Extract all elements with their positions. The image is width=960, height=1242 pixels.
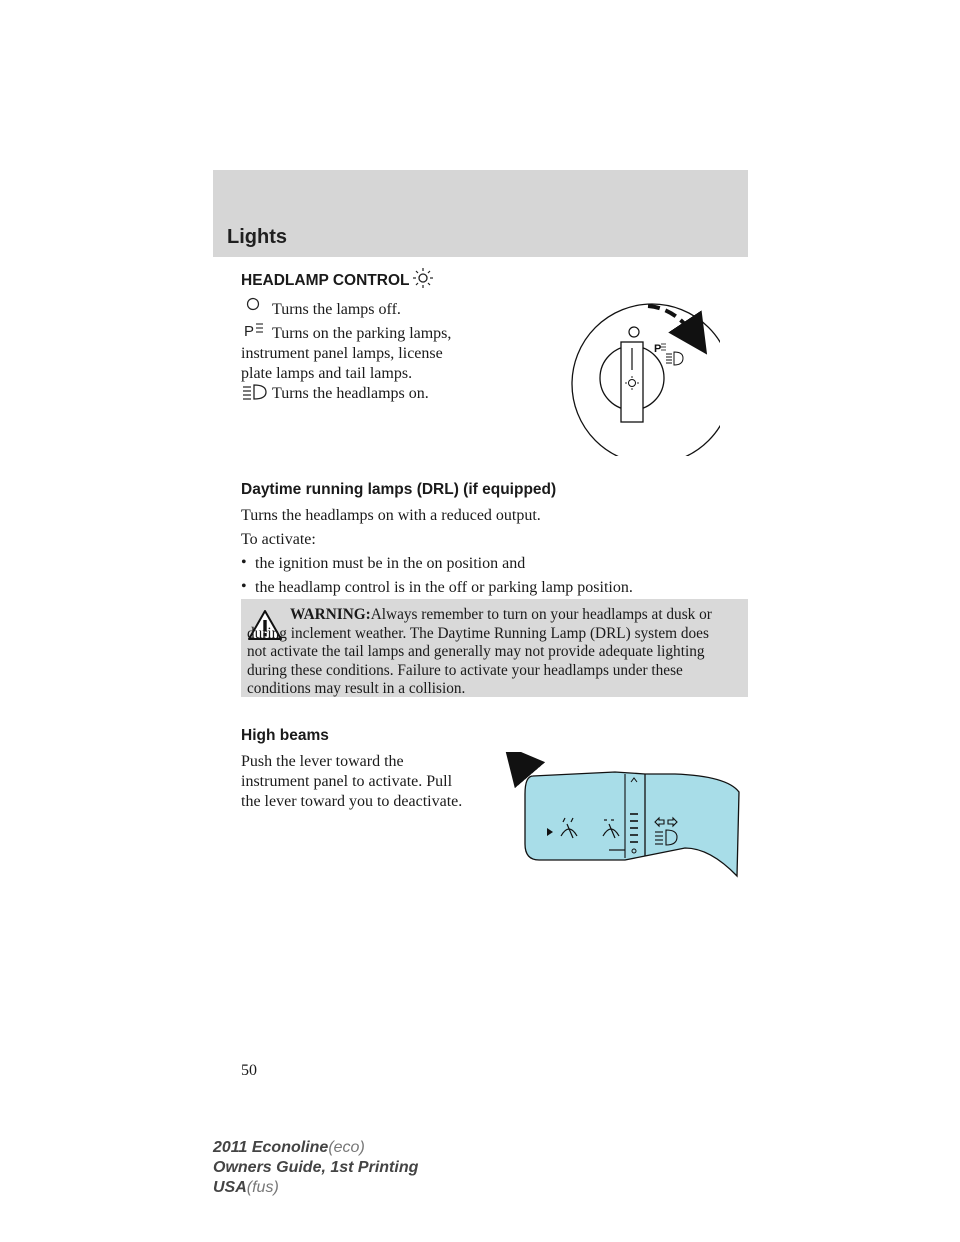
drl-bullet-2: the headlamp control is in the off or parking lamp position.: [255, 579, 633, 596]
headlamp-title: HEADLAMP CONTROL: [241, 272, 410, 289]
high-beams-line-3: the lever toward you to deactivate.: [241, 793, 463, 810]
footer: [213, 1138, 418, 1198]
headlamp-on-description: Turns the headlamps on.: [272, 385, 429, 402]
dial-parking-mark: P: [654, 343, 662, 355]
high-beams-line-2: instrument panel to activate. Pull: [241, 773, 453, 790]
footer-model: 2011 Econoline: [213, 1139, 329, 1156]
rotation-arrow: [648, 306, 696, 338]
headlamp-sun-icon: [411, 266, 435, 290]
footer-model-code: (eco): [328, 1139, 365, 1156]
high-beams-line-1: Push the lever toward the: [241, 753, 404, 770]
lever-body[interactable]: [525, 772, 739, 876]
warning-body: Always remember to turn on your headlamps at dusk or during inclement weather. The Daytime Running Lamp (DRL) system does not activate the tail lamps and generally may not provide adequate lighting during these conditions. Failure to activate your headlamps under these conditions may result in a collision.: [247, 606, 712, 697]
drl-bullet-1: the ignition must be in the on position and: [255, 555, 526, 572]
warning-text: [247, 606, 717, 699]
svg-text:P: P: [244, 323, 255, 339]
drl-activate-label: To activate:: [241, 531, 316, 548]
off-circle-icon: [245, 296, 261, 312]
section-title: Lights: [227, 226, 287, 248]
dial-headlamp-mark: [666, 352, 683, 365]
footer-region-code: (fus): [246, 1179, 279, 1196]
headlamp-on-icon: [242, 383, 268, 401]
page-number: 50: [241, 1062, 257, 1079]
bullet-dot-2: •: [241, 578, 247, 595]
drl-title: Daytime running lamps (DRL) (if equipped): [241, 481, 557, 498]
dial-outer-ring: [572, 304, 720, 456]
parking-line-1: Turns on the parking lamps,: [272, 325, 452, 342]
parking-line-2: instrument panel lamps, license: [241, 345, 443, 362]
footer-guide: Owners Guide, 1st Printing: [213, 1159, 419, 1176]
dial-off-mark: [629, 327, 639, 337]
high-beams-title: High beams: [241, 727, 329, 744]
headlamp-dial-illustration: [560, 296, 720, 456]
multifunction-lever-illustration: [505, 752, 745, 882]
footer-region: USA: [213, 1179, 247, 1196]
bullet-dot-1: •: [241, 554, 247, 571]
parking-lamp-icon: [243, 321, 265, 339]
parking-line-3: plate lamps and tail lamps.: [241, 365, 413, 382]
header-band: [213, 170, 748, 257]
off-description: Turns the lamps off.: [272, 301, 401, 318]
warning-label: WARNING:: [290, 606, 371, 623]
drl-description: Turns the headlamps on with a reduced output.: [241, 507, 541, 524]
